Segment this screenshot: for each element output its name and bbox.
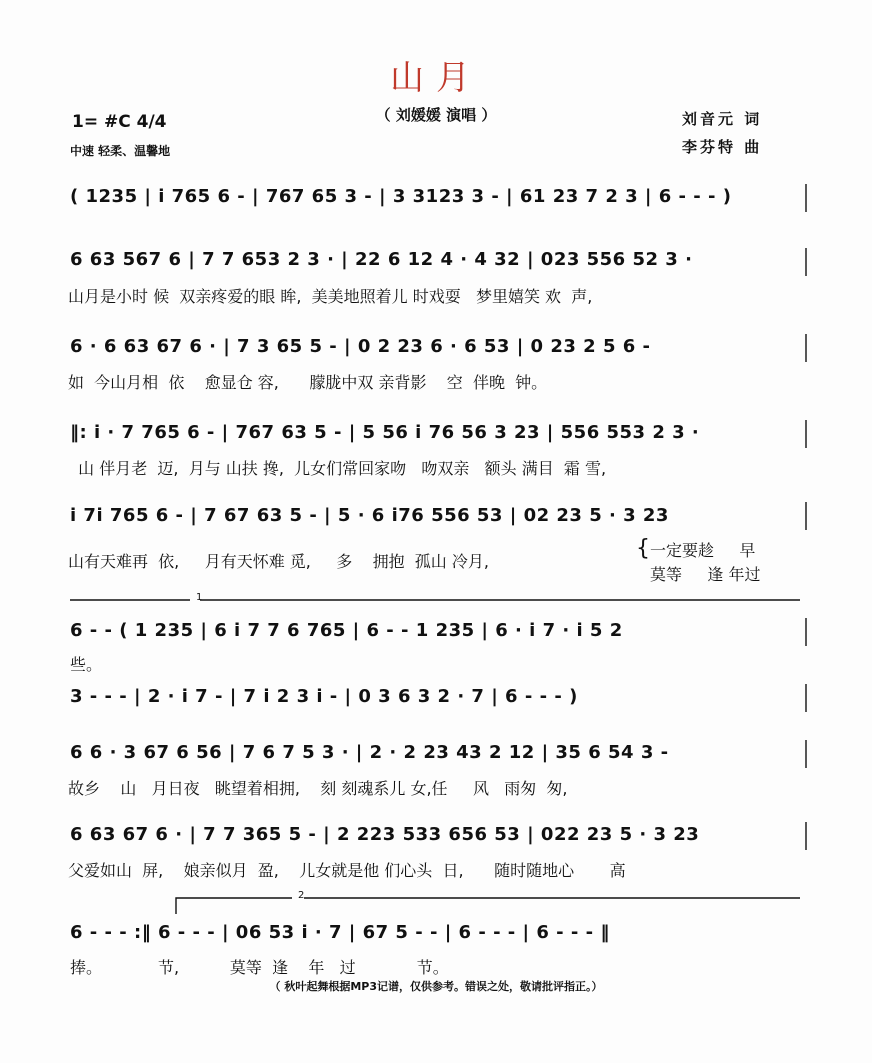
volta-1-label: 1	[196, 592, 203, 603]
score-row-3-music: 6 · 6 63 67 6 · | 7 3 65 5 - | 0 2 23 6 · 6 53 | 0 23 2 5 6 -	[70, 336, 651, 357]
brace-lyric-bottom: 莫等 逢 年过	[650, 565, 761, 584]
key-signature: 1= #C 4/4	[72, 112, 167, 132]
score-row-10-lyric: 捧。 节, 莫等 逢 年 过 节。	[70, 958, 449, 977]
score-row-9-music: 6 63 67 6 · | 7 7 365 5 - | 2 223 533 656 53 | 022 23 5 · 3 23	[70, 824, 700, 845]
volta-2-bracket	[176, 898, 800, 914]
score-row-4-lyric: 山 伴月老 迈, 月与 山扶 搀, 儿女们常回家吻 吻双亲 额头 满目 霜 雪,	[68, 459, 607, 478]
brace-lyric-top: 一定要趁 早	[650, 541, 756, 560]
score-row-2-music: 6 63 567 6 | 7 7 653 2 3 · | 22 6 12 4 · 4 32 | 023 556 52 3 ·	[70, 249, 693, 270]
song-title: 山月	[390, 58, 482, 98]
lyric-brace: {	[636, 536, 650, 561]
transcription-note: （ 秋叶起舞根据MP3记谱，仅供参考。错误之处，敬请批评指正。）	[269, 980, 603, 993]
score-row-7-music: 3 - - - | 2 · i 7 - | 7 i 2 3 i - | 0 3 6 3 2 · 7 | 6 - - - )	[70, 686, 578, 707]
score-row-3-lyric: 如 今山月相 依 愈显仓 容, 朦胧中双 亲背影 空 伴晚 钟。	[68, 373, 548, 392]
score-row-6-music: 6 - - ( 1 235 | 6 i 7 7 6 765 | 6 - - 1 235 | 6 · i 7 · i 5 2	[70, 620, 623, 641]
singer-credit: （ 刘媛媛 演唱 ）	[375, 106, 497, 124]
score-row-8-music: 6 6 · 3 67 6 56 | 7 6 7 5 3 · | 2 · 2 23 43 2 12 | 35 6 54 3 -	[70, 742, 669, 763]
score-row-5-music: i 7i 765 6 - | 7 67 63 5 - | 5 · 6 i76 556 53 | 02 23 5 · 3 23	[70, 505, 669, 526]
lyricist-credit: 刘音元 词	[682, 110, 763, 128]
score-row-9-lyric: 父爱如山 屏, 娘亲似月 盈, 儿女就是他 们心头 日, 随时随地心 高	[68, 861, 626, 880]
score-row-8-lyric: 故乡 山 月日夜 眺望着相拥, 刻 刻魂系儿 女,任 风 雨匆 匆,	[68, 779, 568, 798]
composer-credit: 李芬特 曲	[682, 138, 763, 156]
score-row-2-lyric: 山月是小时 候 双亲疼爱的眼 眸, 美美地照着儿 时戏耍 梦里嬉笑 欢 声,	[68, 287, 593, 306]
tempo-marking: 中速 轻柔、温馨地	[70, 144, 171, 158]
score-row-10-music: 6 - - - :‖ 6 - - - | 06 53 i · 7 | 67 5 - - | 6 - - - | 6 - - - ‖	[70, 922, 610, 943]
score-row-6-lyric: 些。	[70, 655, 103, 674]
volta-2-label: 2	[298, 890, 305, 901]
score-row-5-lyric: 山有天难再 依, 月有天怀难 觅, 多 拥抱 孤山 冷月,	[68, 552, 489, 571]
score-row-4-music: ‖: i · 7 765 6 - | 767 63 5 - | 5 56 i 76 56 3 23 | 556 553 2 3 ·	[70, 422, 700, 443]
score-row-1-music: ( 1235 | i 765 6 - | 767 65 3 - | 3 3123 3 - | 61 23 7 2 3 | 6 - - - )	[70, 186, 732, 207]
